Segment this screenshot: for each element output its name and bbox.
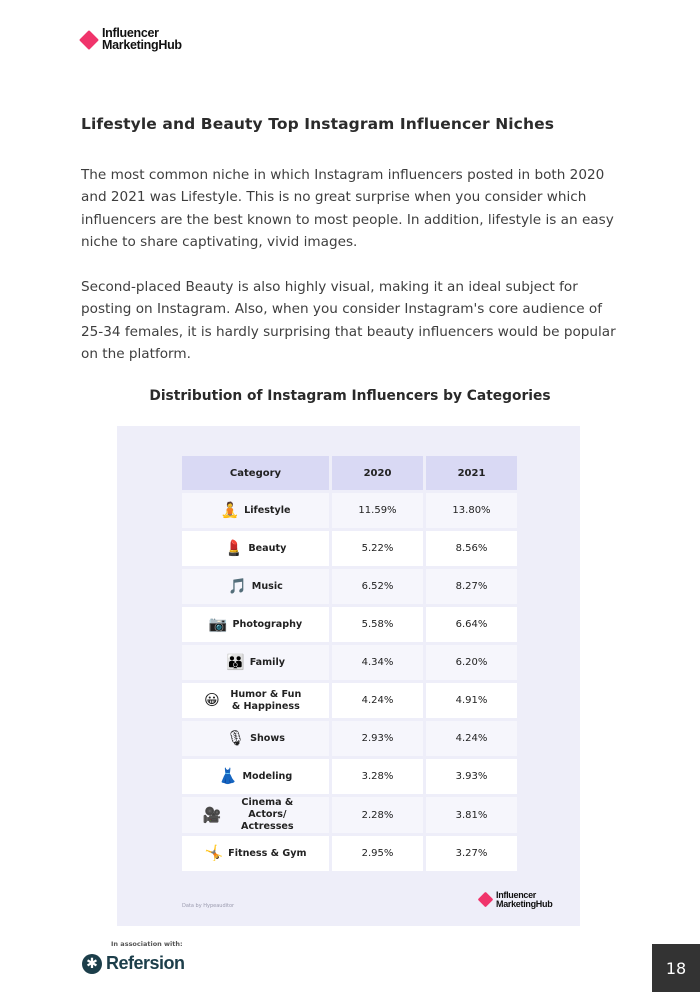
value-2020-cell: 2.95% bbox=[332, 836, 423, 871]
category-cell bbox=[182, 683, 329, 718]
value-2021-cell: 3.93% bbox=[426, 759, 517, 794]
value-2020-cell: 5.58% bbox=[332, 607, 423, 642]
value-2021-cell: 6.64% bbox=[426, 607, 517, 642]
value-2020-cell: 6.52% bbox=[332, 569, 423, 604]
section-heading: Lifestyle and Beauty Top Instagram Influencer Niches bbox=[81, 115, 555, 133]
partner-logo bbox=[82, 953, 185, 974]
table-row bbox=[182, 836, 517, 871]
value-2020-cell: 11.59% bbox=[332, 493, 423, 528]
category-label: Beauty bbox=[248, 542, 287, 554]
camera-icon: 📷 bbox=[208, 615, 228, 633]
film-camera-icon: 🎥 bbox=[202, 805, 222, 824]
category-cell bbox=[182, 721, 329, 756]
logo-diamond-icon bbox=[79, 30, 99, 50]
paragraph-1: The most common niche in which Instagram influencers posted in both 2020 and 2021 was Lifestyle. This is no great surprise when you consider which influencers are the best known to most people. In addition, lifestyle is an easy niche to share captivating, vivid images. bbox=[81, 167, 614, 250]
microphone-icon: 🎙 bbox=[226, 729, 246, 747]
category-label: Humor & Fun & Happiness bbox=[230, 688, 302, 712]
value-2021-cell: 6.20% bbox=[426, 645, 517, 680]
category-cell bbox=[182, 531, 329, 566]
category-label: Music bbox=[251, 580, 283, 592]
category-label: Photography bbox=[232, 618, 303, 630]
meditating-person-icon: 🧘 bbox=[220, 501, 240, 519]
chart-title: Distribution of Instagram Influencers by Categories bbox=[149, 388, 551, 404]
value-2021-cell: 8.27% bbox=[426, 569, 517, 604]
header-2020: 2020 bbox=[332, 456, 423, 490]
data-credit: Data by Hypeauditor bbox=[182, 903, 235, 909]
table-header-row bbox=[182, 456, 517, 490]
gear-icon: ✱ bbox=[82, 954, 102, 974]
value-2021-cell: 4.24% bbox=[426, 721, 517, 756]
category-label: Lifestyle bbox=[244, 504, 291, 516]
association-label: In association with: bbox=[111, 940, 183, 948]
cartwheel-icon: 🤸 bbox=[204, 844, 224, 862]
dress-icon: 👗 bbox=[218, 767, 238, 785]
value-2021-cell: 4.91% bbox=[426, 683, 517, 718]
table-row bbox=[182, 721, 517, 756]
logo-text-line-2: MarketingHub bbox=[102, 37, 182, 52]
logo-diamond-icon bbox=[478, 892, 494, 908]
table-row bbox=[182, 759, 517, 794]
value-2020-cell: 4.34% bbox=[332, 645, 423, 680]
paragraph-2: Second-placed Beauty is also highly visual, making it an ideal subject for posting on Instagram. Also, when you consider Instagram's core audience of 25-34 females, it is hardly surprising that beauty influencers would be popular on the platform. bbox=[81, 279, 616, 362]
table-row bbox=[182, 569, 517, 604]
category-cell bbox=[182, 493, 329, 528]
categories-table bbox=[179, 453, 520, 874]
category-cell bbox=[182, 607, 329, 642]
category-cell bbox=[182, 797, 329, 833]
lipstick-icon: 💄 bbox=[224, 539, 244, 557]
smiley-icon: 😀 bbox=[204, 691, 220, 709]
page-number: 18 bbox=[652, 944, 700, 992]
table-row bbox=[182, 607, 517, 642]
value-2021-cell: 3.81% bbox=[426, 797, 517, 833]
category-cell bbox=[182, 759, 329, 794]
value-2020-cell: 2.93% bbox=[332, 721, 423, 756]
value-2020-cell: 2.28% bbox=[332, 797, 423, 833]
category-label: Shows bbox=[250, 732, 285, 744]
header-category: Category bbox=[182, 456, 329, 490]
value-2020-cell: 3.28% bbox=[332, 759, 423, 794]
table-row bbox=[182, 531, 517, 566]
category-label: Modeling bbox=[242, 770, 293, 782]
logo-text-line-1: Influencer bbox=[496, 890, 537, 900]
family-icon: 👪 bbox=[226, 653, 245, 671]
header-2021: 2021 bbox=[426, 456, 517, 490]
brand-logo bbox=[82, 28, 182, 52]
music-note-icon: 🎵 bbox=[228, 577, 247, 595]
value-2020-cell: 4.24% bbox=[332, 683, 423, 718]
value-2021-cell: 8.56% bbox=[426, 531, 517, 566]
partner-name: Refersion bbox=[106, 953, 185, 973]
category-cell bbox=[182, 645, 329, 680]
value-2021-cell: 13.80% bbox=[426, 493, 517, 528]
table-row bbox=[182, 797, 517, 833]
logo-text-line-1: Influencer bbox=[102, 26, 159, 40]
table-row bbox=[182, 645, 517, 680]
table-body bbox=[182, 493, 517, 871]
category-cell bbox=[182, 836, 329, 871]
category-label: Fitness & Gym bbox=[228, 847, 307, 859]
value-2021-cell: 3.27% bbox=[426, 836, 517, 871]
infographic-panel bbox=[117, 426, 580, 926]
category-label: Family bbox=[249, 656, 285, 668]
table-row bbox=[182, 493, 517, 528]
table-row bbox=[182, 683, 517, 718]
value-2020-cell: 5.22% bbox=[332, 531, 423, 566]
category-cell bbox=[182, 569, 329, 604]
category-label: Cinema & Actors/ Actresses bbox=[241, 797, 294, 832]
logo-text-line-2: MarketingHub bbox=[496, 898, 553, 909]
panel-brand-logo bbox=[480, 891, 552, 908]
